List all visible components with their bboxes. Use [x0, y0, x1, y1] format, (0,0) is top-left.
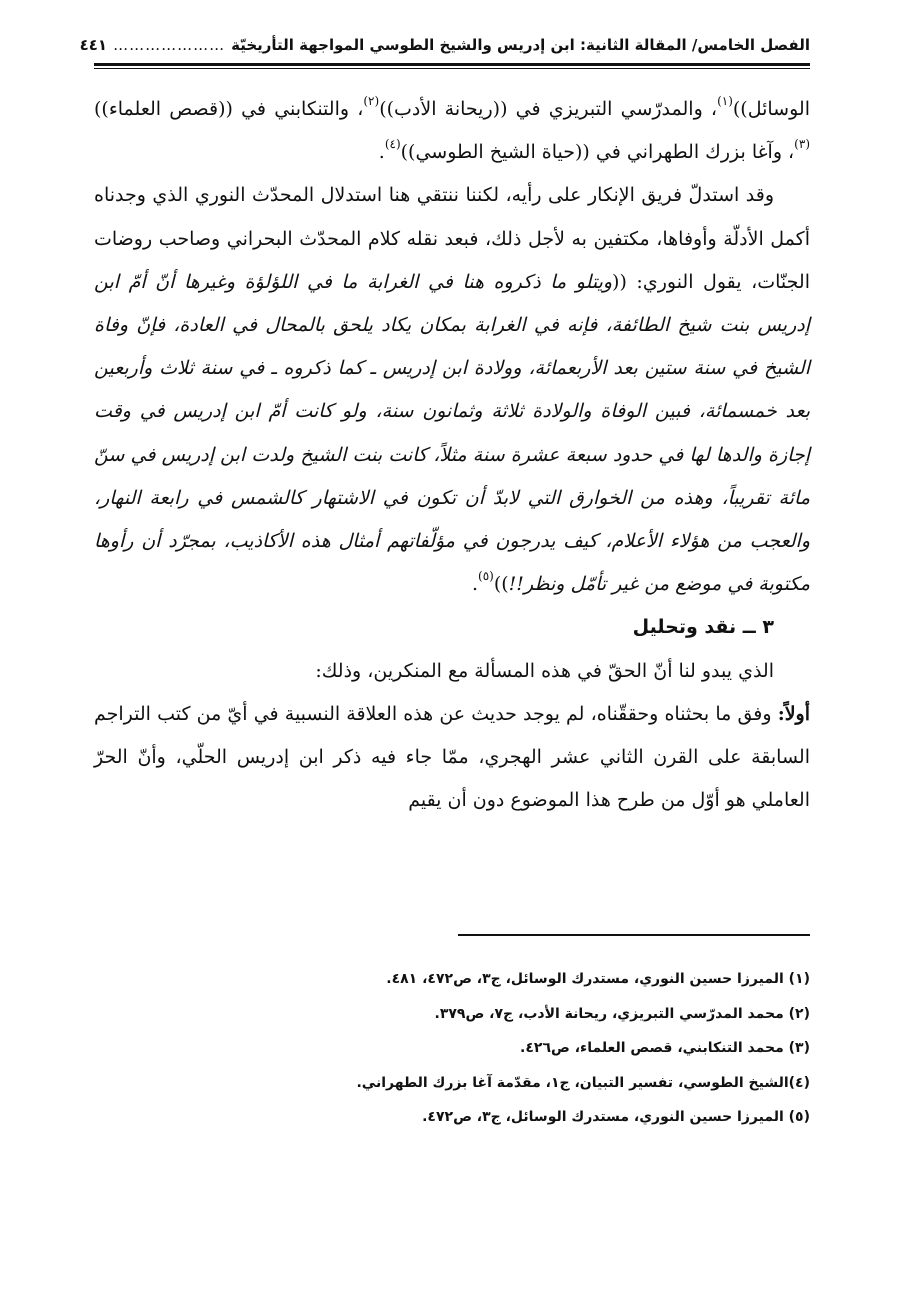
footnote-5: (٥) الميرزا حسين النوري، مستدرك الوسائل، ج٣، ص٤٧٢.: [422, 1109, 810, 1125]
paragraph-1-text-c: ، والتنكابني في ((قصص العلماء)): [94, 98, 364, 120]
running-header: [79, 28, 810, 62]
paragraph-4-text: وفق ما بحثناه وحققّناه، لم يوجد حديث عن هذه العلاقة النسبية في أيّ من كتب التراجم السابقة على القرن الثاني عشر الهجري، ممّا جاء فيه ذكر ابن إدريس الحلّي، وأنّ الحرّ العاملي هو أوّل من طرح هذا الموضوع دون أن يقيم: [94, 702, 810, 812]
footnote-4: (٤)الشيخ الطوسي، تفسير التبيان، ج١، مقدّمة آغا بزرك الطهراني.: [356, 1074, 810, 1091]
footnote-2: (٢) محمد المدرّسي التبريزي، ريحانة الأدب، ج٧، ص٣٧٩.: [434, 1005, 810, 1022]
page-number: ٤٤١: [79, 36, 108, 54]
footnote-3: (٣) محمد التنكابني، قصص العلماء، ص٤٢٦.: [520, 1040, 810, 1056]
main-text: [94, 88, 810, 822]
paragraph-1-text-e: .: [378, 141, 385, 164]
section-heading: ٣ ــ نقد وتحليل: [632, 616, 774, 639]
paragraph-4: [94, 693, 810, 823]
footnotes: [94, 962, 810, 1135]
running-header-leader-dots: …………………: [113, 36, 226, 54]
quotation-close: )): [493, 573, 509, 596]
paragraph-2-intro: وقد استدلّ فريق الإنكار على رأيه، لكننا ننتقي هنا استدلال المحدّث النوري الذي وجدناه أكمل الأدلّة وأوفاها، مكتفين به لأجل ذلك، فبعد نقله كلام المحدّث البحراني وصاحب روضات الجنّات، يقول النوري: ((: [94, 184, 810, 293]
footnote-ref-3: (٣): [794, 137, 810, 152]
footnote-ref-5: (٥): [478, 569, 494, 584]
nuri-quotation: ويتلو ما ذكروه هنا في الغرابة ما في اللؤلؤة وغيرها أنّ أمّ ابن إدريس بنت شيخ الطائفة، فإنه في الغرابة بمكان يكاد يلحق بالمحال في العادة، فإنّ وفاة الشيخ في سنة ستين بعد الأربعمائة، وولادة ابن إدريس ـ كما ذكروه ـ في سنة ثلاث وأربعين بعد خمسمائة، فبين الوفاة والولادة ثلاثة وثمانون سنة، ولو كانت أمّ ابن إدريس في وقت إجازة والدها لها في حدود سبعة عشرة سنة مثلاً، كانت بنت الشيخ ولدت ابن إدريس في سنّ مائة تقريباً، وهذه من الخوارق التي لابدّ أن تكون في الاشتهار كالشمس في رابعة النهار، والعجب من هؤلاء الأعلام، كيف يدرجون في مؤلّفاتهم أمثال هذه الأكاذيب، بمجرّد أن رأوها مكتوبة في موضع من غير تأمّل ونظر!!: [94, 270, 810, 596]
paragraph-2-end: .: [471, 573, 479, 596]
paragraph-3: الذي يبدو لنا أنّ الحقّ في هذه المسألة مع المنكرين، وذلك:: [315, 659, 774, 682]
header-rule: [94, 63, 810, 69]
footnote-separator: [458, 934, 810, 936]
footnote-ref-4: (٤): [384, 137, 401, 152]
running-header-title: الفصل الخامس/ المقالة الثانية: ابن إدريس والشيخ الطوسي المواجهة التأريخيّة: [231, 36, 810, 54]
footnote-ref-1: (١): [717, 94, 733, 108]
paragraph-1-text-b: ، والمدرّسي التبريزي في ((ريحانة الأدب)): [379, 98, 718, 120]
footnote-ref-2: (٢): [363, 94, 380, 108]
paragraph-1: [94, 88, 810, 174]
paragraph-2: [94, 174, 810, 606]
footnote-1: (١) الميرزا حسين النوري، مستدرك الوسائل، ج٣، ص٤٧٢، ٤٨١.: [386, 971, 810, 987]
paragraph-1-text-d: ، وآغا بزرك الطهراني في ((حياة الشيخ الطوسي)): [400, 141, 795, 164]
paragraph-1-text-a: الوسائل)): [732, 98, 810, 120]
paragraph-4-lead: أولاً:: [777, 702, 810, 725]
